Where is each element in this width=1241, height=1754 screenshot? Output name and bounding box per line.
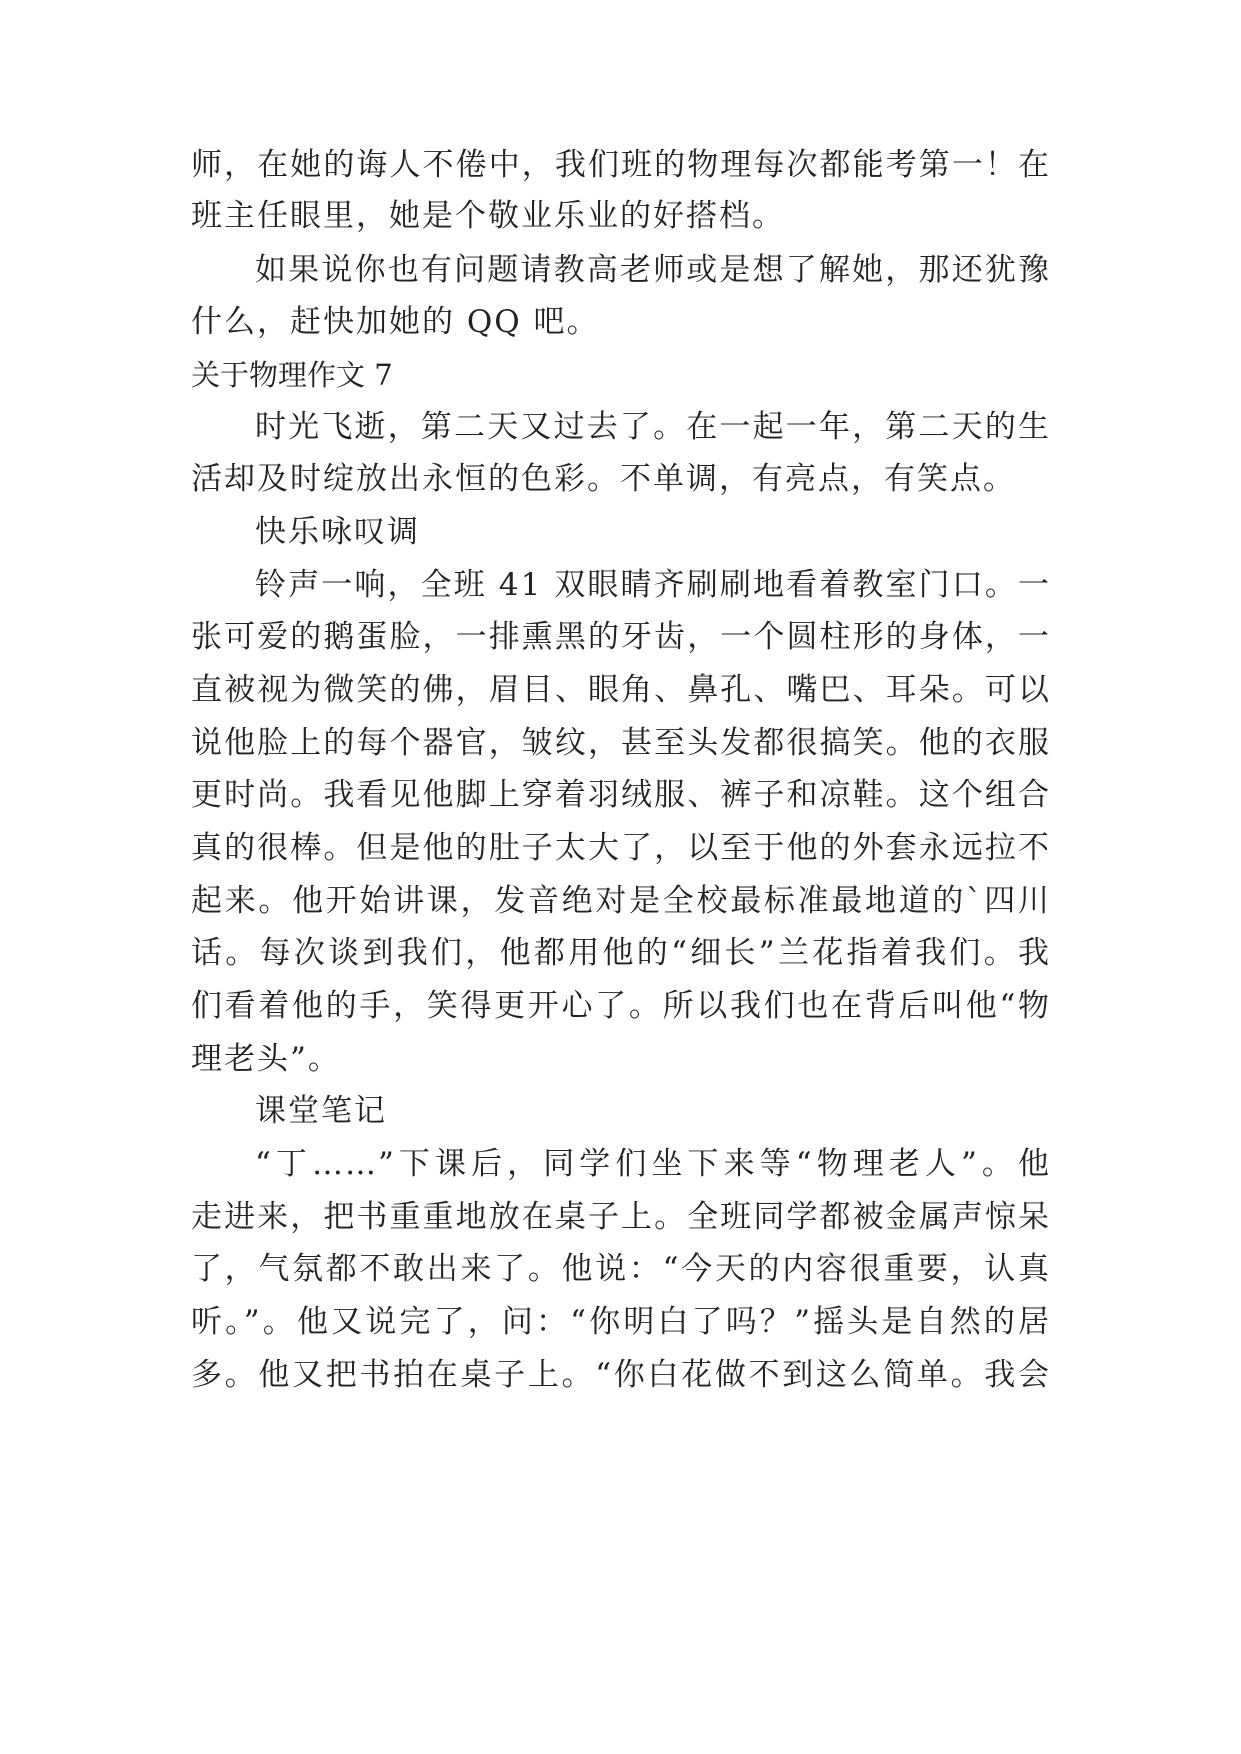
paragraph-line: 师，在她的诲人不倦中，我们班的物理每次都能考第一！在 [191,147,1051,183]
paragraph-line: 直被视为微笑的佛，眉目、眼角、鼻孔、嘴巴、耳朵。可以 [191,672,1051,708]
section-heading: 关于物理作文 7 [191,358,393,392]
paragraph-line: 时光飞逝，第二天又过去了。在一起一年，第二天的生 [255,409,1051,445]
paragraph-line: 们看着他的手，笑得更开心了。所以我们也在背后叫他“物 [191,988,1051,1024]
subheading: 课堂笔记 [255,1093,387,1129]
paragraph-line: 说他脸上的每个器官，皱纹，甚至头发都很搞笑。他的衣服 [191,725,1051,761]
paragraph-line: 什么，赶快加她的 QQ 吧。 [191,304,600,340]
paragraph-line: “丁……”下课后，同学们坐下来等“物理老人”。他 [255,1146,1051,1182]
paragraph-line: 听。”。他又说完了，问：“你明白了吗？”摇头是自然的居 [191,1304,1051,1340]
paragraph-line: 张可爱的鹅蛋脸，一排熏黑的牙齿，一个圆柱形的身体，一 [191,619,1051,655]
paragraph-line: 走进来，把书重重地放在桌子上。全班同学都被金属声惊呆 [191,1199,1051,1235]
paragraph-line: 话。每次谈到我们，他都用他的“细长”兰花指着我们。我 [191,935,1051,971]
paragraph-line: 如果说你也有问题请教高老师或是想了解她，那还犹豫 [255,252,1051,288]
paragraph-line: 多。他又把书拍在桌子上。“你白花做不到这么简单。我会 [191,1357,1051,1393]
paragraph-line: 班主任眼里，她是个敬业乐业的好搭档。 [191,198,785,234]
subheading: 快乐咏叹调 [255,514,420,550]
paragraph-line: 起来。他开始讲课，发音绝对是全校最标准最地道的`四川 [191,883,1051,919]
paragraph-line: 活却及时绽放出永恒的色彩。不单调，有亮点，有笑点。 [191,461,1016,497]
paragraph-line: 理老头”。 [191,1041,341,1077]
paragraph-line: 更时尚。我看见他脚上穿着羽绒服、裤子和凉鞋。这个组合 [191,777,1051,813]
paragraph-line: 铃声一响，全班 41 双眼睛齐刷刷地看着教室门口。一 [255,567,1051,603]
paragraph-line: 真的很棒。但是他的肚子太大了，以至于他的外套永远拉不 [191,830,1051,866]
paragraph-line: 了，气氛都不敢出来了。他说：“今天的内容很重要，认真 [191,1251,1051,1287]
